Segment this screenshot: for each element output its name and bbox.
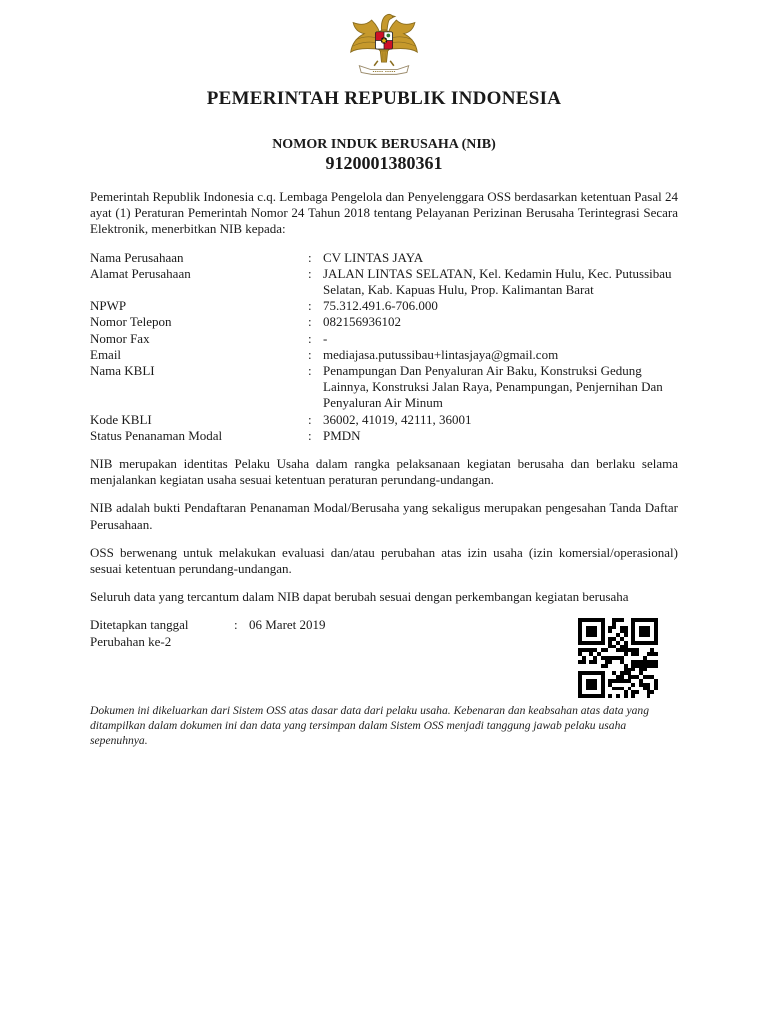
field-row-nomor-telepon bbox=[90, 314, 678, 330]
document-type-title: NOMOR INDUK BERUSAHA (NIB) bbox=[272, 137, 496, 152]
field-label: Nama Perusahaan bbox=[90, 249, 184, 265]
document-header bbox=[0, 88, 768, 174]
field-value: JALAN LINTAS SELATAN, Kel. Kedamin Hulu, Kec. Putussibau Selatan, Kab. Kapuas Hulu, Prop. Kalimantan Barat bbox=[323, 265, 672, 298]
field-row-alamat-perusahaan bbox=[90, 266, 678, 298]
field-separator: : bbox=[308, 298, 312, 314]
field-row-email bbox=[90, 347, 678, 363]
field-value: PMDN bbox=[323, 427, 361, 443]
oss-authority-paragraph: OSS berwenang untuk melakukan evaluasi dan/atau perubahan atas izin usaha (izin komersial/operasional) sesuai ketentuan perundang-undangan. bbox=[90, 544, 678, 577]
field-value: Penampungan Dan Penyaluran Air Baku, Konstruksi Gedung Lainnya, Konstruksi Jalan Raya, Penampungan, Penjernihan Dan Penyaluran Air Minum bbox=[323, 363, 663, 411]
data-change-paragraph: Seluruh data yang tercantum dalam NIB dapat berubah sesuai dengan perkembangan kegiatan berusaha bbox=[90, 589, 629, 605]
garuda-pancasila-icon bbox=[347, 8, 421, 84]
field-separator: : bbox=[308, 427, 312, 443]
government-title: PEMERINTAH REPUBLIK INDONESIA bbox=[206, 88, 562, 109]
qr-module bbox=[654, 694, 658, 698]
field-row-nomor-fax bbox=[90, 331, 678, 347]
field-label: Alamat Perusahaan bbox=[90, 265, 191, 281]
issued-date-label: Ditetapkan tanggal bbox=[90, 617, 189, 633]
disclaimer-footer: Dokumen ini dikeluarkan dari Sistem OSS atas dasar data dari pelaku usaha. Kebenaran dan keabsahan atas data yang ditampilkan dalam dokumen ini dan data yang tersimpan dalam Sistem OSS menjadi tanggung jawab pelaku usaha sepenuhnya. bbox=[90, 704, 650, 747]
document-body bbox=[90, 189, 678, 650]
field-row-kode-kbli bbox=[90, 412, 678, 428]
field-separator: : bbox=[308, 411, 312, 427]
field-separator: : bbox=[308, 330, 312, 346]
nib-identity-paragraph: NIB merupakan identitas Pelaku Usaha dalam rangka pelaksanaan kegiatan berusaha dan berlaku selama menjalankan kegiatan usaha sesuai ketentuan peraturan perundang-undangan. bbox=[90, 456, 678, 488]
field-label: Nomor Fax bbox=[90, 330, 150, 346]
intro-paragraph: Pemerintah Republik Indonesia c.q. Lembaga Pengelola dan Penyelenggara OSS berdasarkan ketentuan Pasal 24 ayat (1) Peraturan Pemerintah Nomor 24 Tahun 2018 tentang Pelayanan Perizinan Berusaha Terintegrasi Secara Elektronik, menerbitkan NIB kepada: bbox=[90, 189, 678, 237]
field-label: Nomor Telepon bbox=[90, 314, 172, 330]
qr-code-icon bbox=[578, 618, 658, 698]
field-row-nama-perusahaan bbox=[90, 250, 678, 266]
field-value: 75.312.491.6-706.000 bbox=[323, 298, 438, 314]
field-value: 36002, 41019, 42111, 36001 bbox=[323, 411, 472, 427]
field-label: NPWP bbox=[90, 298, 127, 314]
field-separator: : bbox=[308, 249, 312, 265]
field-separator: : bbox=[308, 314, 312, 330]
field-label: Nama KBLI bbox=[90, 363, 155, 379]
issued-date-value: 06 Maret 2019 bbox=[249, 617, 326, 633]
revision-label: Perubahan ke-2 bbox=[90, 633, 172, 649]
field-separator: : bbox=[308, 346, 312, 362]
field-label: Email bbox=[90, 346, 122, 362]
garuda-pancasila-emblem-icon bbox=[347, 8, 421, 84]
field-value: CV LINTAS JAYA bbox=[323, 249, 424, 265]
field-label: Status Penanaman Modal bbox=[90, 427, 223, 443]
field-row-nama-kbli bbox=[90, 363, 678, 412]
field-value: 082156936102 bbox=[323, 314, 401, 330]
field-row-status-penanaman-modal bbox=[90, 428, 678, 444]
field-label: Kode KBLI bbox=[90, 411, 152, 427]
field-value: mediajasa.putussibau+lintasjaya@gmail.com bbox=[323, 346, 559, 362]
field-separator: : bbox=[308, 265, 312, 281]
nib-proof-paragraph: NIB adalah bukti Pendaftaran Penanaman Modal/Berusaha yang sekaligus merupakan pengesahan Tanda Daftar Perusahaan. bbox=[90, 500, 678, 532]
nib-number: 9120001380361 bbox=[325, 153, 443, 173]
company-fields bbox=[90, 250, 678, 444]
field-row-npwp bbox=[90, 298, 678, 314]
field-separator: : bbox=[234, 617, 238, 633]
field-value: - bbox=[323, 330, 328, 346]
field-separator: : bbox=[308, 363, 312, 379]
